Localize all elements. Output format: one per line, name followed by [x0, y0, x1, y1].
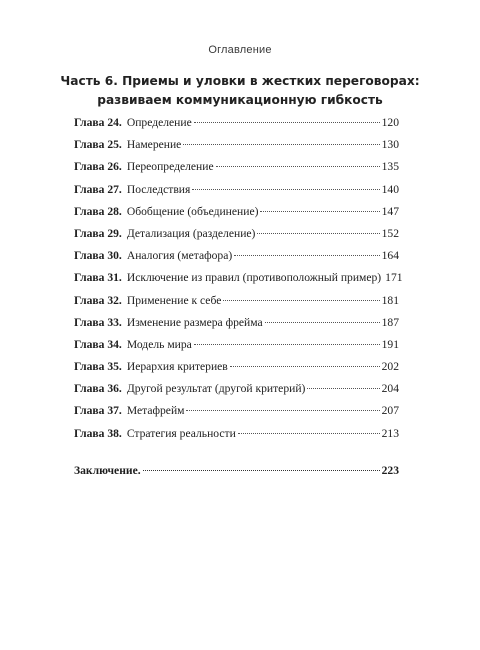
dot-leader [307, 388, 379, 389]
chapter-number: Глава 37. [74, 404, 122, 418]
chapter-title: Детализация (разделение) [126, 226, 256, 240]
chapter-number: Глава 29. [74, 226, 122, 240]
chapter-page: 152 [381, 226, 399, 240]
chapter-page: 191 [381, 337, 399, 351]
chapter-number: Глава 36. [74, 382, 122, 396]
toc-entry[interactable] [74, 360, 399, 382]
chapter-title: Обобщение (объединение) [126, 204, 259, 218]
chapter-number: Глава 38. [74, 426, 122, 440]
chapter-number: Глава 25. [74, 138, 122, 152]
chapter-page: 213 [381, 426, 399, 440]
part-title-line2: развиваем коммуникационную гибкость [97, 93, 383, 107]
dot-leader [192, 189, 379, 190]
toc-entry[interactable] [74, 249, 399, 271]
chapter-title: Переопределение [126, 160, 214, 174]
toc-entry[interactable] [74, 294, 399, 316]
chapter-page: 207 [381, 404, 399, 418]
toc-entry[interactable] [74, 205, 399, 227]
dot-leader [257, 233, 379, 234]
toc-entry[interactable] [74, 338, 399, 360]
chapter-title: Применение к себе [126, 293, 222, 307]
dot-leader [230, 366, 380, 367]
running-head: Оглавление [208, 44, 272, 56]
dot-leader [238, 433, 380, 434]
chapter-page: 181 [381, 293, 399, 307]
chapter-page: 130 [381, 138, 399, 152]
toc-entry[interactable] [74, 404, 399, 426]
dot-leader [265, 322, 380, 323]
chapter-page: 120 [381, 116, 399, 129]
chapter-title: Модель мира [126, 337, 192, 351]
chapter-title: Иерархия критериев [126, 360, 228, 374]
conclusion-page: 223 [381, 464, 399, 477]
conclusion-label: Заключение. [74, 464, 141, 477]
dot-leader [234, 255, 379, 256]
chapter-page: 202 [381, 360, 399, 374]
chapter-page: 147 [381, 204, 399, 218]
part-title-line1: Часть 6. Приемы и уловки в жестких переговорах: [60, 74, 420, 88]
dot-leader [183, 144, 379, 145]
chapter-title: Аналогия (метафора) [126, 249, 233, 263]
dot-leader [223, 300, 379, 301]
toc-entry[interactable] [74, 427, 399, 449]
chapter-title: Последствия [126, 182, 191, 196]
chapter-number: Глава 30. [74, 249, 122, 263]
toc-entry[interactable] [74, 271, 403, 293]
chapter-title: Намерение [126, 138, 182, 152]
chapter-title: Исключение из правил (противоположный пример) [126, 271, 382, 285]
chapter-number: Глава 33. [74, 315, 122, 329]
dot-leader [194, 344, 380, 345]
chapter-title: Метафрейм [126, 404, 185, 418]
toc-entry[interactable] [74, 227, 399, 249]
chapter-page: 187 [381, 315, 399, 329]
chapter-page: 135 [381, 160, 399, 174]
chapter-title: Стратегия реальности [126, 426, 236, 440]
dot-leader [186, 410, 379, 411]
toc-entry[interactable] [74, 138, 399, 160]
chapter-number: Глава 32. [74, 293, 122, 307]
chapter-number: Глава 35. [74, 360, 122, 374]
chapter-page: 164 [381, 249, 399, 263]
chapter-title: Определение [126, 116, 192, 129]
dot-leader [143, 470, 380, 471]
chapter-number: Глава 31. [74, 271, 122, 285]
chapter-title: Другой результат (другой критерий) [126, 382, 306, 396]
table-of-contents [74, 116, 403, 449]
chapter-number: Глава 24. [74, 116, 122, 129]
toc-entry[interactable] [74, 316, 399, 338]
chapter-number: Глава 27. [74, 182, 122, 196]
toc-entry-conclusion[interactable] [74, 464, 399, 477]
chapter-page: 140 [381, 182, 399, 196]
toc-entry[interactable] [74, 382, 399, 404]
dot-leader [216, 166, 380, 167]
toc-entry[interactable] [74, 116, 399, 138]
chapter-page: 171 [385, 271, 403, 285]
part-title [60, 72, 420, 110]
toc-entry[interactable] [74, 160, 399, 182]
dot-leader [194, 122, 380, 123]
chapter-page: 204 [381, 382, 399, 396]
dot-leader [260, 211, 379, 212]
chapter-number: Глава 26. [74, 160, 122, 174]
chapter-number: Глава 28. [74, 204, 122, 218]
chapter-title: Изменение размера фрейма [126, 315, 263, 329]
chapter-number: Глава 34. [74, 337, 122, 351]
toc-entry[interactable] [74, 183, 399, 205]
